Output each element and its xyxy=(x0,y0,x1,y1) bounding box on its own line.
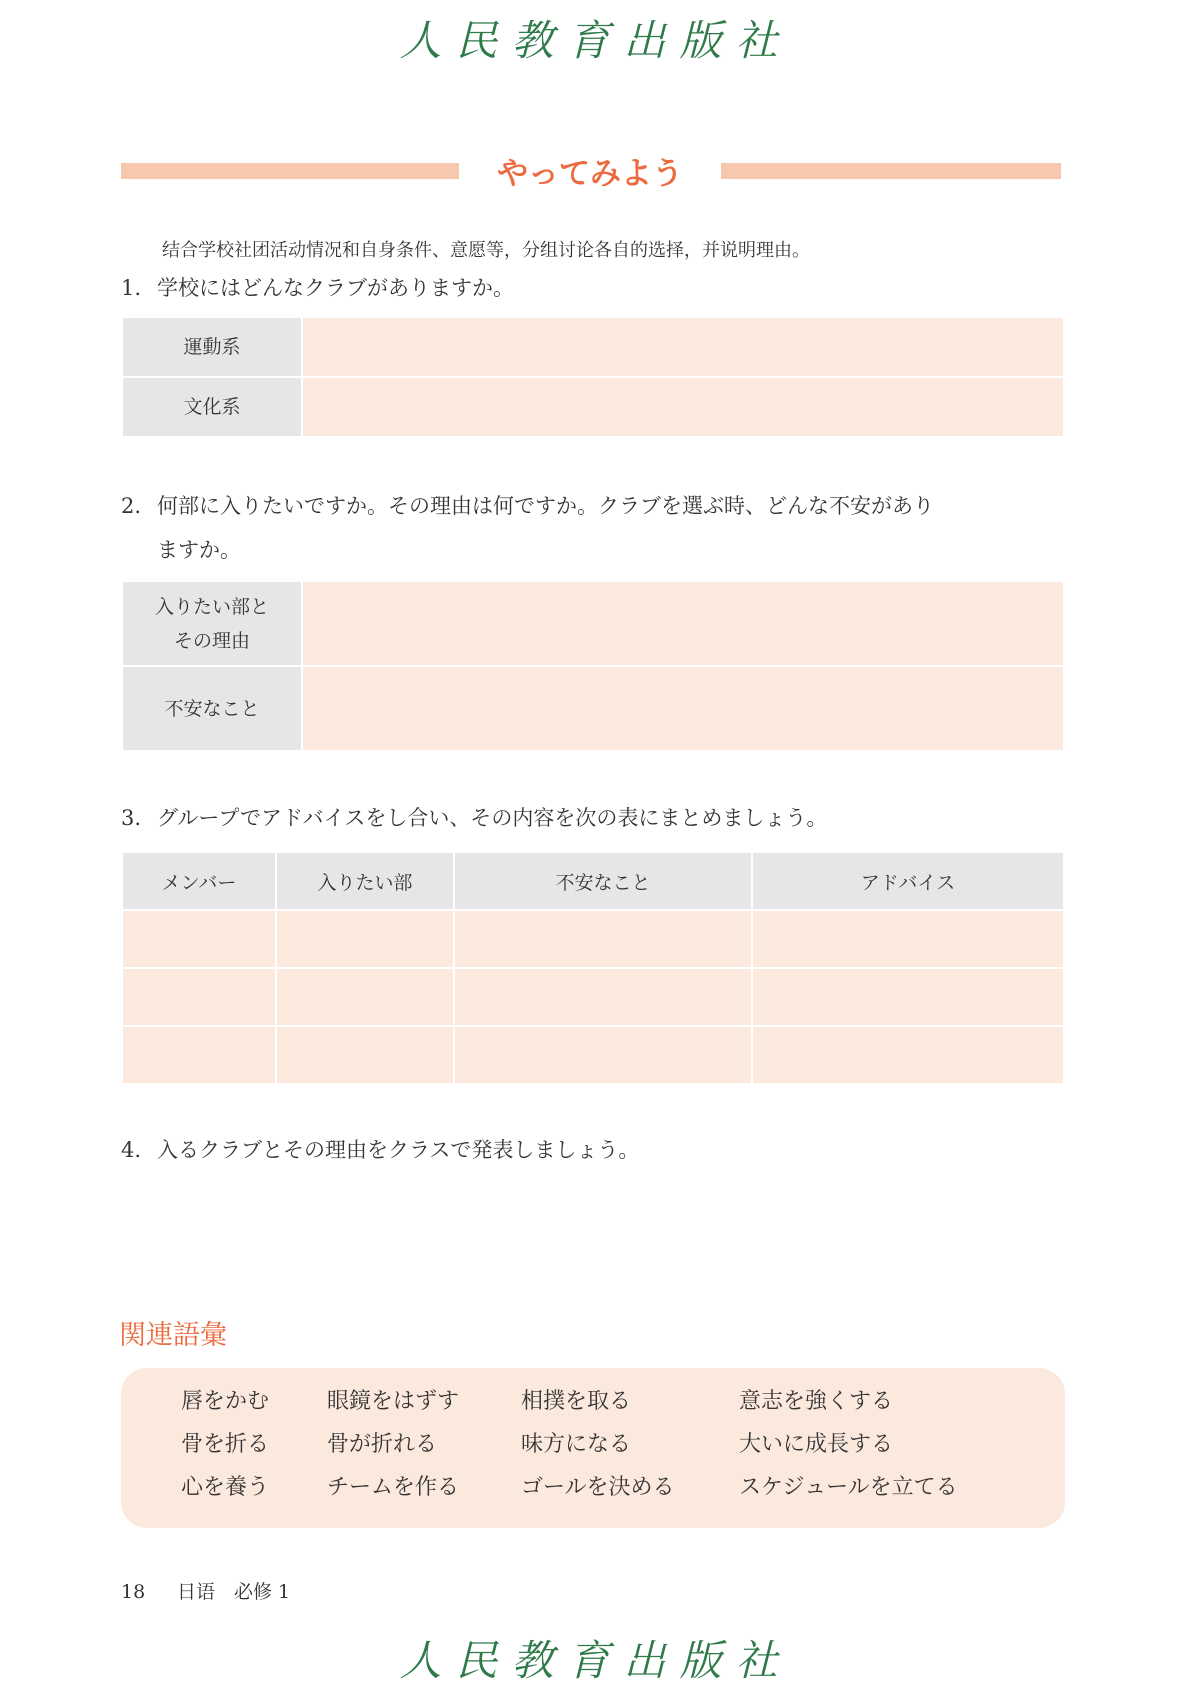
section-title-text: やってみよう xyxy=(497,156,683,192)
question-1 xyxy=(121,266,514,310)
vocab-item: ゴールを決める xyxy=(521,1475,675,1500)
column-header: メンバー xyxy=(122,852,276,910)
vocab-box xyxy=(121,1368,1065,1528)
question-number: 1. xyxy=(121,276,142,300)
vocab-item: 大いに成長する xyxy=(739,1432,894,1457)
answer-cell[interactable] xyxy=(276,910,454,968)
column-header: 入りたい部 xyxy=(276,852,454,910)
title-bar-right xyxy=(721,163,1061,179)
vocab-item: 眼鏡をはずす xyxy=(327,1389,460,1414)
answer-cell[interactable] xyxy=(302,581,1064,666)
vocab-item: 唇をかむ xyxy=(181,1389,270,1414)
answer-cell[interactable] xyxy=(454,910,752,968)
column-header: 不安なこと xyxy=(454,852,752,910)
question-text: 学校にはどんなクラブがありますか。 xyxy=(157,276,514,300)
question-4 xyxy=(121,1128,639,1172)
advice-table xyxy=(121,851,1065,1085)
row-label: 入りたい部と その理由 xyxy=(122,581,302,666)
answer-cell[interactable] xyxy=(302,666,1064,751)
page-number: 18 xyxy=(121,1581,146,1603)
answer-cell[interactable] xyxy=(454,1026,752,1084)
answer-cell[interactable] xyxy=(122,1026,276,1084)
table-header-row xyxy=(122,852,1064,910)
answer-cell[interactable] xyxy=(302,377,1064,437)
table-row xyxy=(122,317,1064,377)
vocab-item: 味方になる xyxy=(521,1432,632,1457)
intro-text: 结合学校社团活动情况和自身条件、意愿等，分组讨论各自的选择，并说明理由。 xyxy=(162,240,810,261)
question-text: 何部に入りたいですか。その理由は何ですか。クラブを選ぶ時、どんな不安があり xyxy=(157,494,934,518)
table-row xyxy=(122,968,1064,1026)
question-2 xyxy=(121,484,1071,572)
answer-cell[interactable] xyxy=(122,910,276,968)
answer-cell[interactable] xyxy=(752,968,1064,1026)
publisher-logo-top: 人民教育出版社 xyxy=(399,16,792,65)
table-row xyxy=(122,1026,1064,1084)
vocab-item: チームを作る xyxy=(327,1475,460,1500)
question-3 xyxy=(121,796,827,840)
vocab-item: 心を養う xyxy=(181,1475,270,1500)
vocab-item: 意志を強くする xyxy=(739,1389,894,1414)
question-text-line2: ますか。 xyxy=(157,538,241,562)
answer-cell[interactable] xyxy=(454,968,752,1026)
question-number: 3. xyxy=(121,806,142,830)
vocab-item: 骨を折る xyxy=(181,1432,270,1457)
table-row xyxy=(122,377,1064,437)
vocab-heading: 関連語彙 xyxy=(119,1320,227,1351)
table-row xyxy=(122,666,1064,751)
table-row xyxy=(122,910,1064,968)
club-choice-table xyxy=(121,580,1065,752)
table-row xyxy=(122,581,1064,666)
answer-cell[interactable] xyxy=(752,1026,1064,1084)
section-title xyxy=(121,152,1061,196)
title-bar-left xyxy=(121,163,459,179)
row-label: 運動系 xyxy=(122,317,302,377)
question-number: 2. xyxy=(121,494,142,518)
question-number: 4. xyxy=(121,1138,142,1162)
answer-cell[interactable] xyxy=(122,968,276,1026)
book-title: 日语 必修 1 xyxy=(177,1581,291,1603)
vocab-list xyxy=(181,1378,999,1507)
row-label: 文化系 xyxy=(122,377,302,437)
question-text: グループでアドバイスをし合い、その内容を次の表にまとめましょう。 xyxy=(157,806,828,830)
answer-cell[interactable] xyxy=(752,910,1064,968)
club-types-table xyxy=(121,316,1065,438)
vocab-item: スケジュールを立てる xyxy=(739,1475,958,1500)
publisher-logo-bottom: 人民教育出版社 xyxy=(399,1636,792,1685)
column-header: アドバイス xyxy=(752,852,1064,910)
vocab-item: 相撲を取る xyxy=(521,1389,632,1414)
row-label: 不安なこと xyxy=(122,666,302,751)
answer-cell[interactable] xyxy=(276,968,454,1026)
answer-cell[interactable] xyxy=(276,1026,454,1084)
page-footer xyxy=(121,1577,290,1604)
answer-cell[interactable] xyxy=(302,317,1064,377)
question-text: 入るクラブとその理由をクラスで発表しましょう。 xyxy=(157,1138,640,1162)
vocab-item: 骨が折れる xyxy=(327,1432,438,1457)
